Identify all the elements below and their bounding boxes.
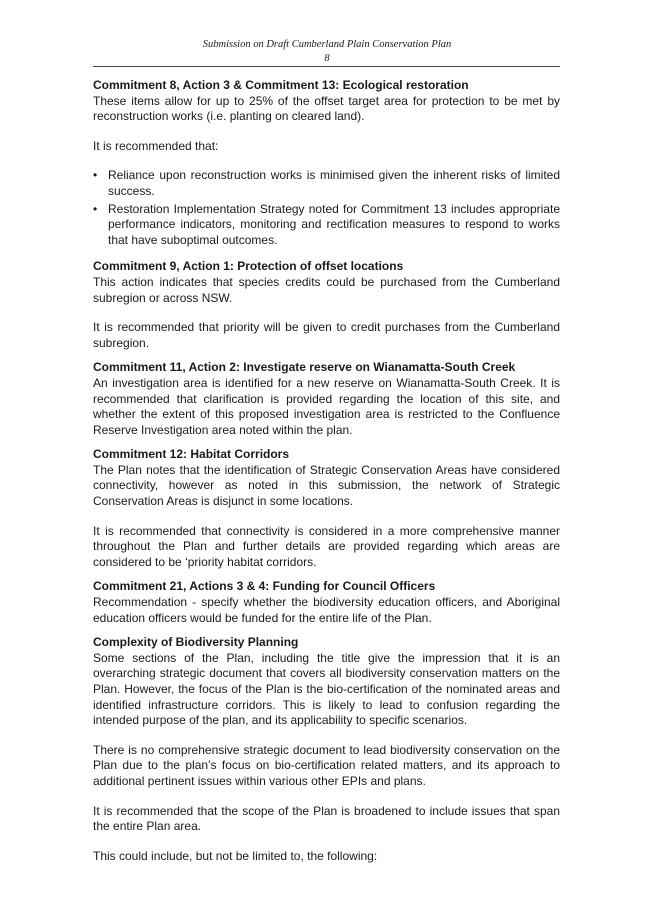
list-item: • Restoration Implementation Strategy noted for Commitment 13 includes appropriate performance indicators, monitoring and rectification measures to respond to works that have suboptimal outcomes. bbox=[93, 201, 560, 247]
paragraph: Recommendation - specify whether the biodiversity education officers, and Aboriginal education officers would be funded for the entire life of the Plan. bbox=[93, 595, 560, 625]
list-item: • Reliance upon reconstruction works is minimised given the inherent risks of limited success. bbox=[93, 168, 560, 198]
header-divider bbox=[93, 66, 560, 67]
page-number: 8 bbox=[324, 53, 330, 64]
page-header bbox=[94, 38, 560, 66]
section-heading: Commitment 21, Actions 3 & 4: Funding for Council Officers bbox=[93, 579, 436, 594]
paragraph: An investigation area is identified for a new reserve on Wianamatta-South Creek. It is recommended that clarification is provided regarding the location of this site, and whether the extent of this proposed investigation area is restricted to the Confluence Reserve Investigation area noted within the plan. bbox=[93, 375, 560, 437]
section-heading: Commitment 12: Habitat Corridors bbox=[93, 447, 290, 462]
paragraph: It is recommended that: bbox=[93, 138, 219, 153]
paragraph: There is no comprehensive strategic document to lead biodiversity conservation on the Plan due to the plan’s focus on bio-certification related matters, and its approach to additional pertinent issues within various other EPIs and plans. bbox=[93, 742, 560, 788]
document-body bbox=[93, 78, 560, 864]
paragraph: Some sections of the Plan, including the title give the impression that it is an overarching strategic document that covers all biodiversity conservation matters on the Plan. However, the focus of the Plan is the bio-certification of the nominated areas and identified infrastructure corridors. This is likely to lead to confusion regarding the intended purpose of the plan, and its applicability to specific scenarios. bbox=[93, 650, 560, 728]
paragraph: The Plan notes that the identification of Strategic Conservation Areas have considered connectivity, however as noted in this submission, the network of Strategic Conservation Areas is disjunct in some locations. bbox=[93, 462, 560, 509]
document-title: Submission on Draft Cumberland Plain Conservation Plan bbox=[202, 39, 452, 50]
section-heading: Commitment 11, Action 2: Investigate reserve on Wianamatta-South Creek bbox=[93, 360, 516, 375]
bullet-list bbox=[93, 168, 560, 248]
paragraph: It is recommended that priority will be given to credit purchases from the Cumberland subregion. bbox=[93, 320, 560, 350]
paragraph: This could include, but not be limited to, the following: bbox=[93, 848, 378, 863]
paragraph: It is recommended that connectivity is considered in a more comprehensive manner throughout the Plan and further details are provided regarding which areas are considered to be ‘priority habitat corridors. bbox=[93, 523, 560, 569]
bullet-icon: • bbox=[93, 201, 98, 216]
section-heading: Commitment 9, Action 1: Protection of offset locations bbox=[93, 259, 404, 274]
paragraph: This action indicates that species credits could be purchased from the Cumberland subregion or across NSW. bbox=[93, 274, 560, 305]
section-heading: Commitment 8, Action 3 & Commitment 13: Ecological restoration bbox=[93, 78, 469, 92]
paragraph: These items allow for up to 25% of the offset target area for protection to be met by reconstruction works (i.e. planting on cleared land). bbox=[93, 93, 560, 124]
bullet-icon: • bbox=[93, 168, 98, 183]
section-heading: Complexity of Biodiversity Planning bbox=[93, 635, 299, 650]
paragraph: It is recommended that the scope of the Plan is broadened to include issues that span the entire Plan area. bbox=[93, 803, 560, 834]
